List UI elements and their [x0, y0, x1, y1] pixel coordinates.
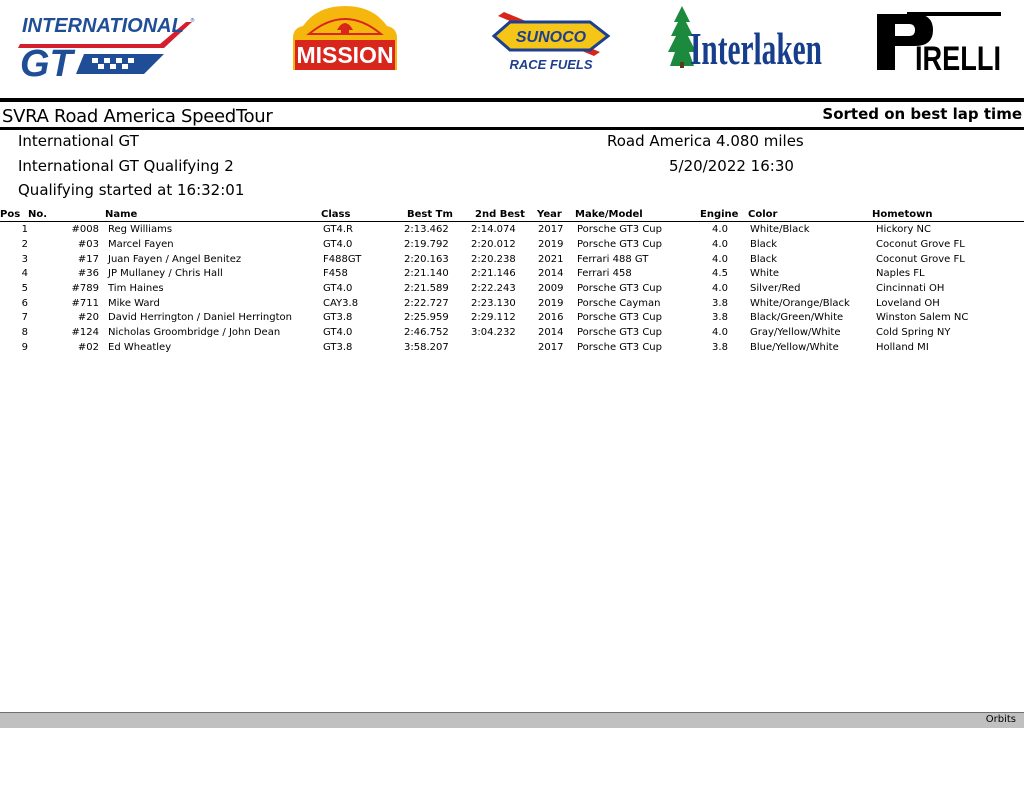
- cell-best: 2:21.140: [404, 268, 449, 280]
- mission-logo: [289, 4, 401, 72]
- cell-class: GT4.0: [323, 283, 353, 295]
- logo-pirelli-text: IRELLI: [915, 40, 1001, 78]
- sunoco-logo: [490, 6, 612, 72]
- cell-year: 2017: [538, 224, 564, 236]
- cell-best: 2:25.959: [404, 312, 449, 324]
- cell-make: Porsche GT3 Cup: [577, 224, 662, 236]
- cell-best: 2:20.163: [404, 253, 449, 265]
- cell-color: Gray/Yellow/White: [750, 327, 841, 339]
- cell-engine: 4.0: [712, 327, 728, 339]
- logo-mission-text: MISSION: [296, 42, 394, 68]
- cell-year: 2019: [538, 297, 564, 309]
- footer-software-label: Orbits: [985, 714, 1016, 725]
- col-header-color: Color: [744, 206, 870, 222]
- cell-pos: 5: [21, 283, 28, 295]
- cell-no: #008: [71, 224, 99, 236]
- cell-name: Tim Haines: [108, 283, 164, 295]
- cell-hometown: Holland MI: [876, 341, 929, 353]
- title-bottom-rule: [0, 127, 1024, 130]
- cell-pos: 6: [21, 297, 28, 309]
- col-header-hometown: Hometown: [870, 206, 1024, 222]
- cell-no: #03: [77, 239, 99, 251]
- cell-pos: 1: [21, 224, 28, 236]
- cell-engine: 3.8: [712, 297, 728, 309]
- title-bar: [0, 103, 1024, 127]
- title-top-rule: [0, 98, 1024, 102]
- col-header-engine: Engine: [696, 206, 744, 222]
- cell-year: 2017: [538, 341, 564, 353]
- cell-engine: 4.5: [712, 268, 728, 280]
- cell-best: 2:13.462: [404, 224, 449, 236]
- cell-name: Juan Fayen / Angel Benitez: [108, 253, 242, 265]
- results-table: [0, 206, 1024, 354]
- logo-sunoco-text: SUNOCO: [515, 29, 587, 46]
- session-datetime: 5/20/2022 16:30: [669, 157, 794, 175]
- cell-year: 2016: [538, 312, 564, 324]
- cell-best: 2:46.752: [404, 327, 449, 339]
- cell-best: 3:58.207: [404, 341, 449, 353]
- cell-second: 2:21.146: [471, 268, 516, 280]
- track-info: Road America 4.080 miles: [607, 132, 804, 150]
- cell-no: #17: [77, 253, 99, 265]
- cell-make: Ferrari 458: [577, 268, 632, 280]
- col-header-class: Class: [315, 206, 397, 222]
- results-row: [0, 310, 1024, 325]
- cell-hometown: Loveland OH: [876, 297, 940, 309]
- cell-color: Blue/Yellow/White: [750, 341, 839, 353]
- cell-color: Black: [750, 253, 778, 265]
- sponsor-logos: [0, 0, 1024, 92]
- logo-race-fuels-text: RACE FUELS: [509, 57, 593, 72]
- cell-hometown: Coconut Grove FL: [876, 253, 965, 265]
- footer-bar: [0, 712, 1024, 728]
- col-header-second: 2nd Best: [470, 206, 535, 222]
- cell-engine: 4.0: [712, 253, 728, 265]
- cell-second: 2:29.112: [471, 312, 516, 324]
- cell-class: GT4.0: [323, 239, 353, 251]
- cell-make: Porsche GT3 Cup: [577, 327, 662, 339]
- cell-make: Ferrari 488 GT: [577, 253, 649, 265]
- cell-engine: 3.8: [712, 341, 728, 353]
- cell-second: 2:23.130: [471, 297, 516, 309]
- session-start-time: Qualifying started at 16:32:01: [18, 181, 245, 199]
- results-row: [0, 325, 1024, 340]
- cell-no: #711: [71, 297, 99, 309]
- cell-hometown: Winston Salem NC: [876, 312, 969, 324]
- event-title: SVRA Road America SpeedTour: [2, 106, 273, 127]
- cell-class: GT4.0: [323, 327, 353, 339]
- col-header-no: No.: [28, 206, 99, 222]
- cell-year: 2019: [538, 239, 564, 251]
- results-row: [0, 281, 1024, 296]
- cell-color: Black: [750, 239, 778, 251]
- interlaken-logo: [670, 4, 826, 74]
- sort-label: Sorted on best lap time: [822, 105, 1022, 123]
- cell-class: F488GT: [323, 253, 362, 265]
- cell-class: CAY3.8: [323, 297, 359, 309]
- cell-class: GT3.8: [323, 341, 353, 353]
- session-name: International GT Qualifying 2: [18, 157, 234, 175]
- cell-color: Black/Green/White: [750, 312, 844, 324]
- cell-second: 2:14.074: [471, 224, 516, 236]
- logo-international-text: INTERNATIONAL: [22, 15, 184, 37]
- results-row: [0, 237, 1024, 252]
- cell-color: Silver/Red: [750, 283, 801, 295]
- cell-pos: 8: [21, 327, 28, 339]
- col-header-year: Year: [535, 206, 573, 222]
- col-header-best: Best Tm: [397, 206, 470, 222]
- logo-interlaken-text: Interlaken: [690, 23, 822, 74]
- cell-name: Reg Williams: [108, 224, 173, 236]
- cell-hometown: Naples FL: [876, 268, 925, 280]
- cell-year: 2009: [538, 283, 564, 295]
- cell-make: Porsche GT3 Cup: [577, 239, 662, 251]
- cell-pos: 9: [21, 341, 28, 353]
- cell-best: 2:22.727: [404, 297, 449, 309]
- cell-class: F458: [323, 268, 348, 280]
- cell-second: 2:20.012: [471, 239, 516, 251]
- cell-class: GT4.R: [323, 224, 353, 236]
- cell-name: Ed Wheatley: [108, 341, 172, 353]
- cell-name: Mike Ward: [108, 297, 160, 309]
- results-row: [0, 295, 1024, 310]
- cell-pos: 7: [21, 312, 28, 324]
- results-row: [0, 251, 1024, 266]
- cell-name: JP Mullaney / Chris Hall: [108, 268, 223, 280]
- cell-second: 2:20.238: [471, 253, 516, 265]
- cell-color: White/Orange/Black: [750, 297, 850, 309]
- cell-pos: 2: [21, 239, 28, 251]
- results-body: [0, 222, 1024, 355]
- cell-make: Porsche GT3 Cup: [577, 283, 662, 295]
- cell-color: White/Black: [750, 224, 810, 236]
- cell-no: #36: [77, 268, 99, 280]
- cell-no: #789: [71, 283, 99, 295]
- series-name: International GT: [18, 132, 139, 150]
- cell-second: [470, 340, 535, 355]
- cell-make: Porsche GT3 Cup: [577, 341, 662, 353]
- cell-engine: 3.8: [712, 312, 728, 324]
- cell-hometown: Coconut Grove FL: [876, 239, 965, 251]
- cell-best: 2:19.792: [404, 239, 449, 251]
- cell-second: 2:22.243: [471, 283, 516, 295]
- col-header-pos: Pos: [0, 206, 28, 222]
- cell-engine: 4.0: [712, 283, 728, 295]
- cell-year: 2021: [538, 253, 564, 265]
- cell-no: #20: [77, 312, 99, 324]
- col-header-make: Make/Model: [573, 206, 696, 222]
- pirelli-logo: [875, 10, 1005, 78]
- cell-make: Porsche Cayman: [577, 297, 661, 309]
- cell-pos: 4: [21, 268, 28, 280]
- cell-second: 3:04.232: [471, 327, 516, 339]
- cell-name: David Herrington / Daniel Herrington: [108, 312, 292, 324]
- svg-text:®: ®: [190, 18, 195, 24]
- results-row: [0, 222, 1024, 237]
- cell-best: 2:21.589: [404, 283, 449, 295]
- cell-hometown: Hickory NC: [876, 224, 932, 236]
- cell-year: 2014: [538, 268, 564, 280]
- col-header-name: Name: [99, 206, 315, 222]
- logo-gt-text: GT: [20, 43, 73, 85]
- results-header-row: [0, 206, 1024, 222]
- results-row: [0, 266, 1024, 281]
- cell-engine: 4.0: [712, 224, 728, 236]
- cell-class: GT3.8: [323, 312, 353, 324]
- cell-pos: 3: [21, 253, 28, 265]
- cell-hometown: Cincinnati OH: [876, 283, 945, 295]
- cell-no: #02: [77, 341, 99, 353]
- cell-no: #124: [71, 327, 99, 339]
- cell-hometown: Cold Spring NY: [876, 327, 951, 339]
- cell-color: White: [750, 268, 780, 280]
- results-row: [0, 340, 1024, 355]
- cell-year: 2014: [538, 327, 564, 339]
- cell-engine: 4.0: [712, 239, 728, 251]
- international-gt-logo: [14, 12, 196, 85]
- cell-name: Nicholas Groombridge / John Dean: [108, 327, 281, 339]
- cell-make: Porsche GT3 Cup: [577, 312, 662, 324]
- cell-name: Marcel Fayen: [108, 239, 174, 251]
